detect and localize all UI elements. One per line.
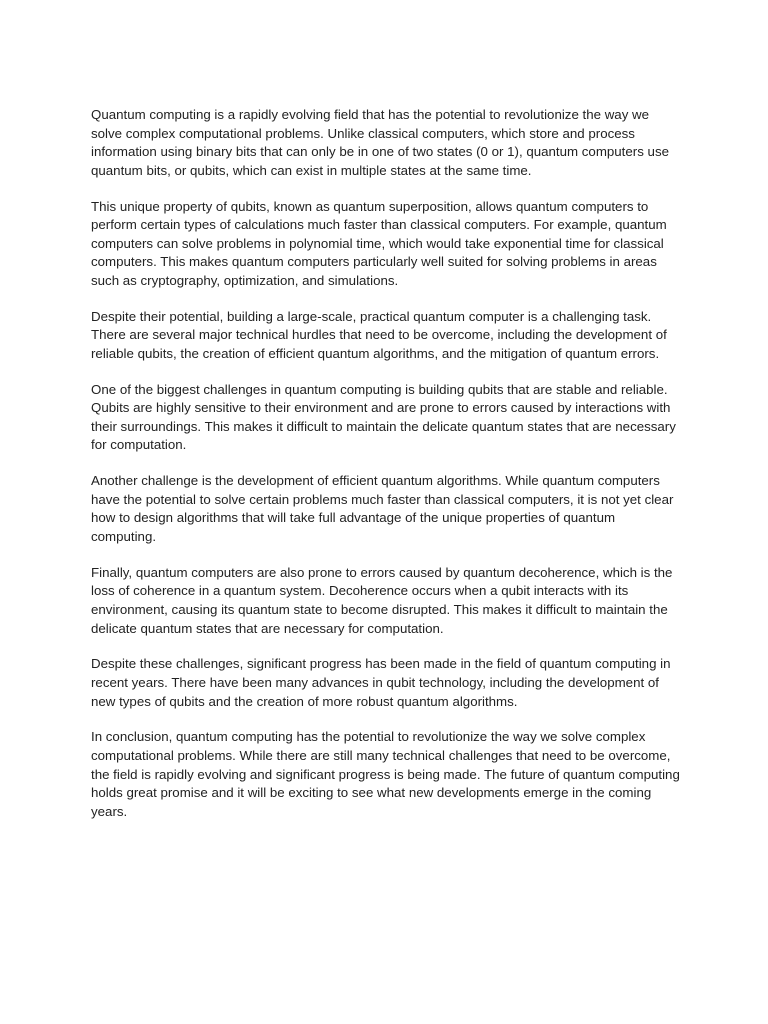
paragraph-superposition: This unique property of qubits, known as quantum superposition, allows quantum computers to perform certain types of calculations much faster than classical computers. For example, quantum computers can solve problems in polynomial time, which would take exponential time for classical computers. This makes quantum computers particularly well suited for solving problems in areas such as cryptography, optimization, and simulations. bbox=[91, 198, 667, 288]
paragraph-decoherence: Finally, quantum computers are also prone to errors caused by quantum decoherence, which is the loss of coherence in a quantum system. Decoherence occurs when a qubit interacts with its environment, causing its quantum state to become disrupted. This makes it difficult to maintain the delicate quantum states that are necessary for computation. bbox=[91, 564, 673, 636]
paragraph-qubit-stability: One of the biggest challenges in quantum computing is building qubits that are stable and reliable. Qubits are highly sensitive to their environment and are prone to errors caused by interactions with their surroundings. This makes it difficult to maintain the delicate quantum states that are necessary for computation. bbox=[91, 381, 676, 453]
paragraph-challenges: Despite their potential, building a large-scale, practical quantum computer is a challenging task. There are several major technical hurdles that need to be overcome, including the development of reliable qubits, the creation of efficient quantum algorithms, and the mitigation of quantum errors. bbox=[91, 308, 667, 361]
paragraph-algorithms: Another challenge is the development of efficient quantum algorithms. While quantum computers have the potential to solve certain problems much faster than classical computers, it is not yet clear how to design algorithms that will take full advantage of the unique properties of quantum computing. bbox=[91, 473, 674, 545]
paragraph-progress: Despite these challenges, significant progress has been made in the field of quantum computing in recent years. There have been many advances in qubit technology, including the development of new types of qubits and the creation of more robust quantum algorithms. bbox=[91, 656, 671, 709]
paragraph-conclusion: In conclusion, quantum computing has the potential to revolutionize the way we solve complex computational problems. While there are still many technical challenges that need to be overcome, the field is rapidly evolving and significant progress is being made. The future of quantum computing holds great promise and it will be exciting to see what new developments emerge in the coming years. bbox=[91, 729, 680, 819]
document-body bbox=[91, 106, 683, 839]
paragraph-intro: Quantum computing is a rapidly evolving field that has the potential to revolutionize the way we solve complex computational problems. Unlike classical computers, which store and process information using binary bits that can only be in one of two states (0 or 1), quantum computers use quantum bits, or qubits, which can exist in multiple states at the same time. bbox=[91, 107, 669, 178]
